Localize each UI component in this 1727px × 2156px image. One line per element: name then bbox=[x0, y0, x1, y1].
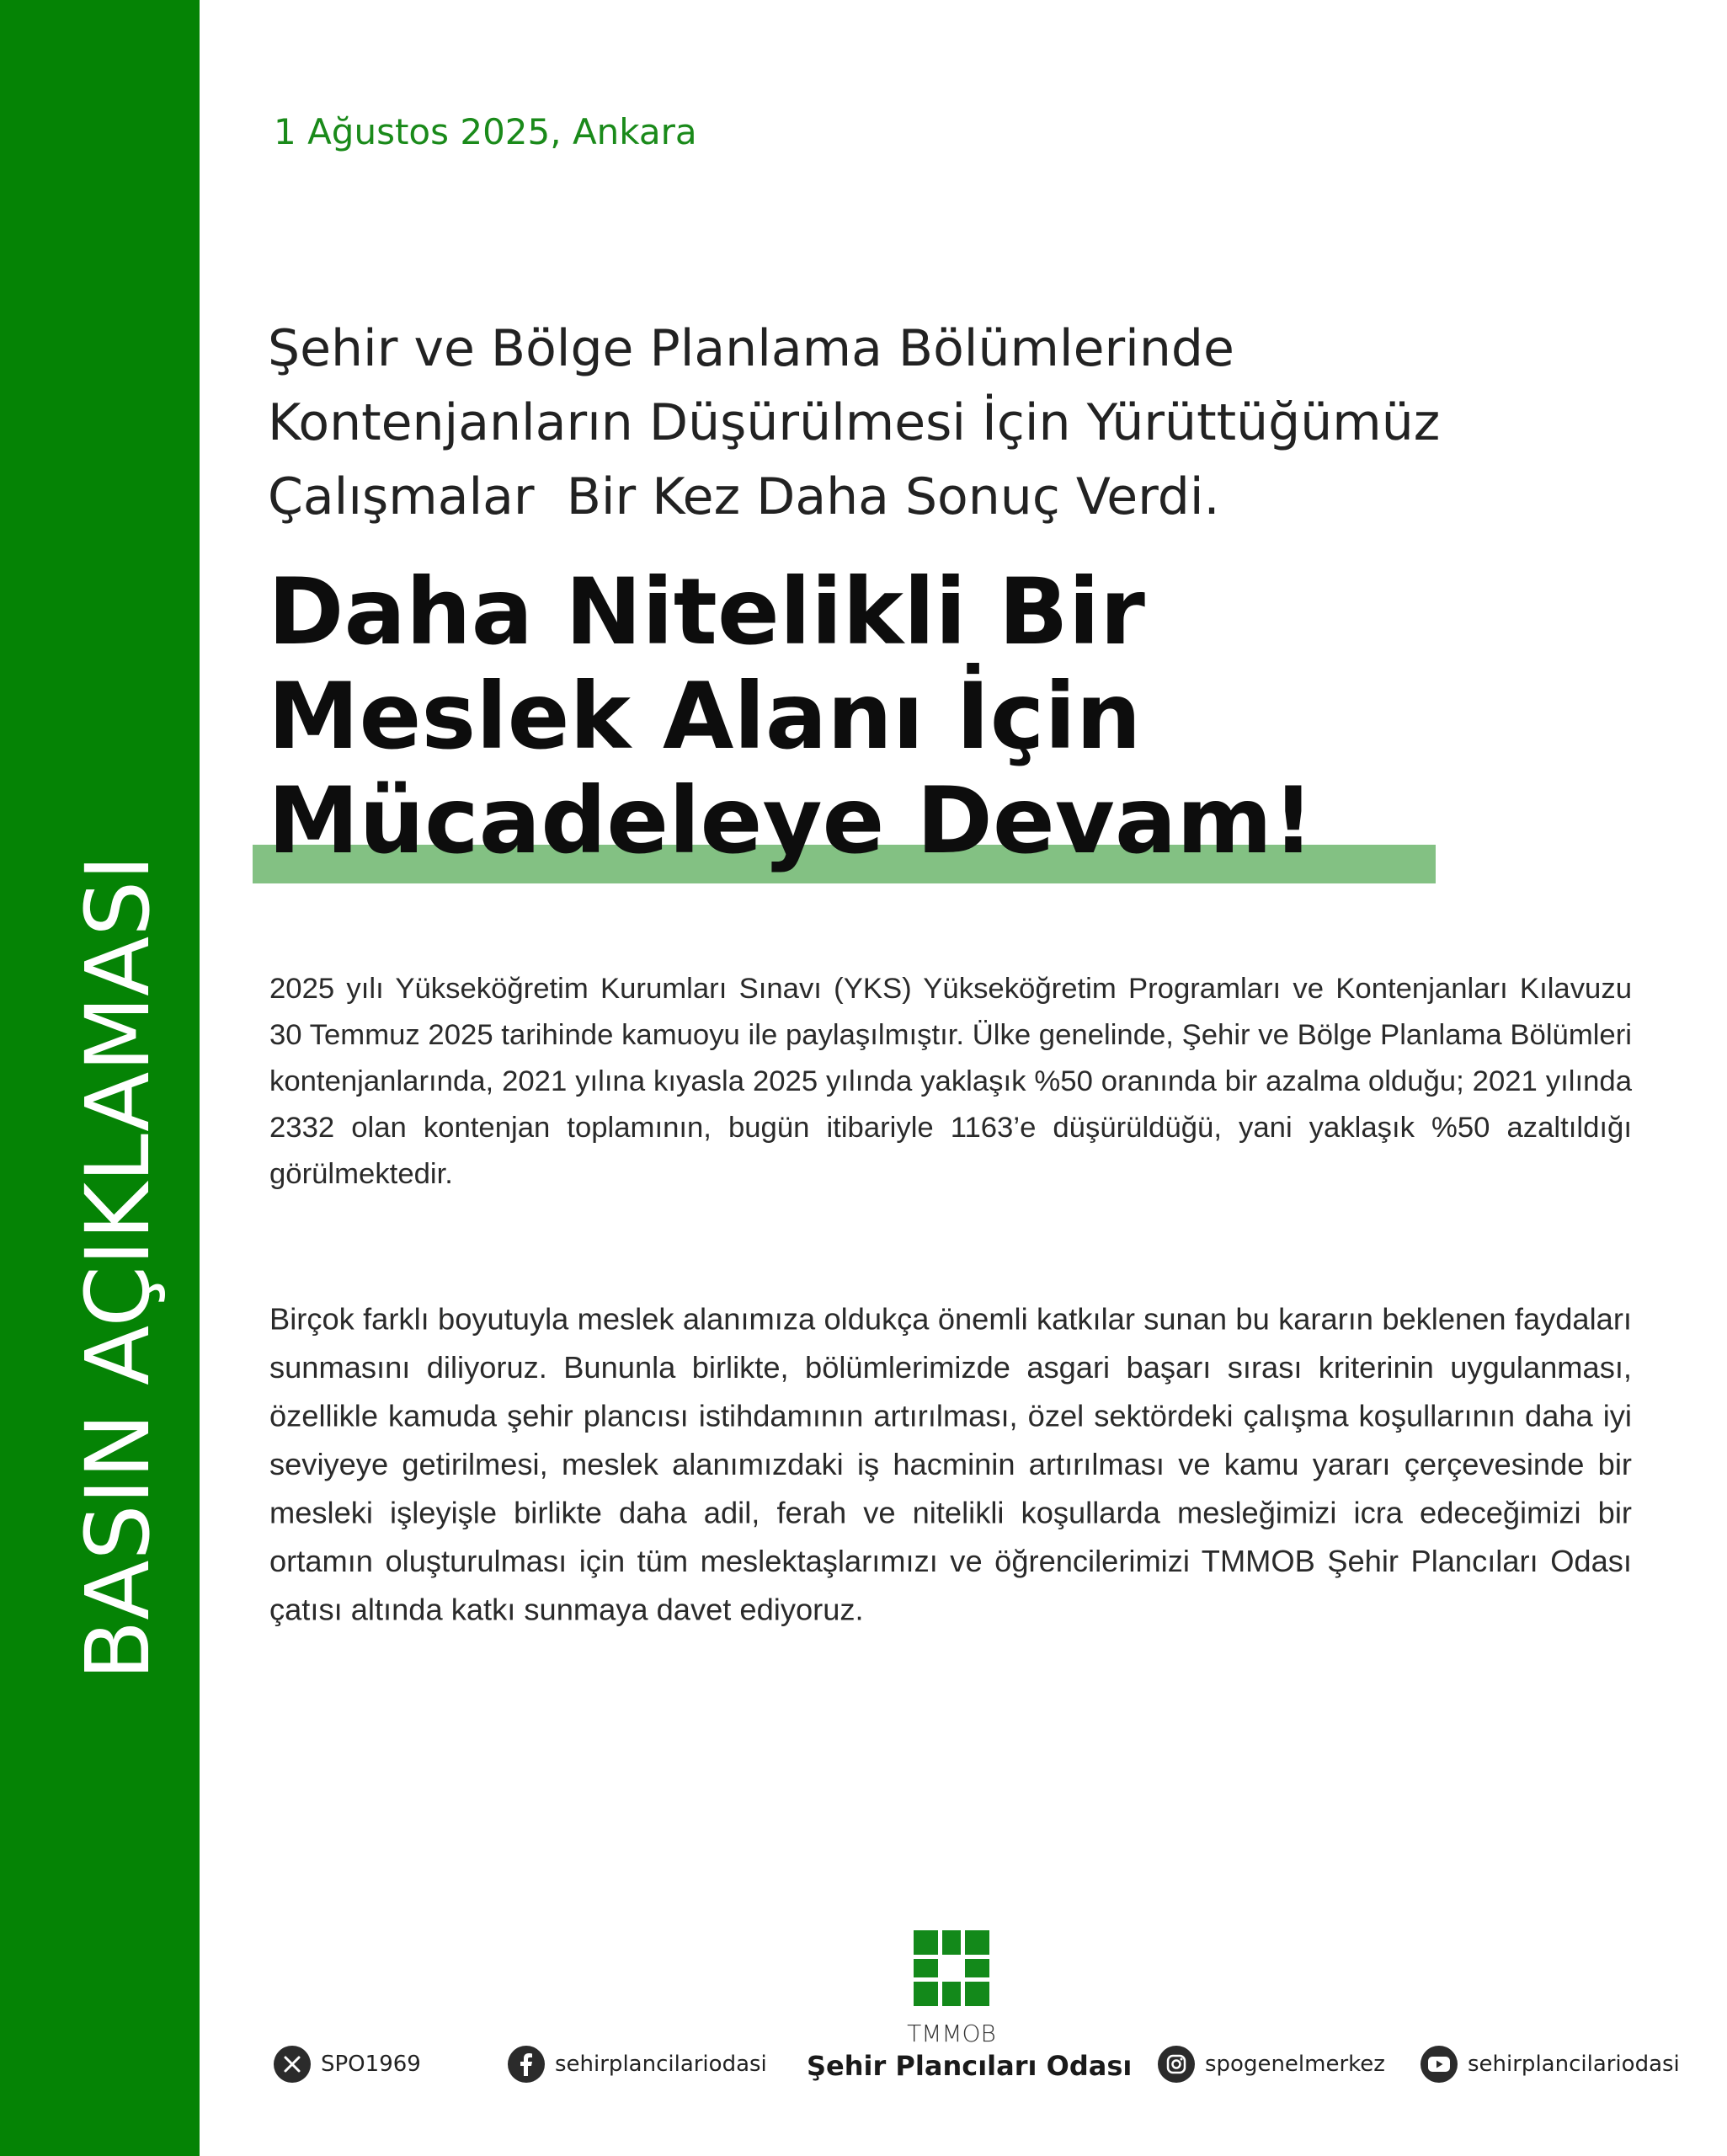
headline-line: Meslek Alanı İçin bbox=[268, 663, 1142, 770]
subtitle-line: Kontenjanların Düşürülmesi İçin Yürüttüğümüz bbox=[268, 393, 1441, 452]
logo-org-name: Şehir Plancıları Odası bbox=[807, 2050, 1133, 2082]
instagram-icon bbox=[1158, 2046, 1195, 2083]
headline bbox=[268, 560, 1314, 873]
subtitle-line: Çalışmalar Bir Kez Daha Sonuç Verdi. bbox=[268, 467, 1220, 526]
spo-logo-icon bbox=[914, 1930, 989, 2006]
social-handle: sehirplancilariodasi bbox=[555, 2052, 767, 2077]
press-release-label: BASIN AÇIKLAMASI bbox=[67, 855, 169, 1680]
logo-org-abbrev: TMMOB bbox=[907, 2020, 996, 2047]
youtube-icon bbox=[1421, 2046, 1458, 2083]
social-facebook[interactable] bbox=[508, 2045, 767, 2084]
social-handle: SPO1969 bbox=[321, 2052, 421, 2077]
x-icon bbox=[274, 2046, 311, 2083]
headline-line: Mücadeleye Devam! bbox=[268, 767, 1314, 874]
social-youtube[interactable] bbox=[1421, 2045, 1680, 2084]
social-instagram[interactable] bbox=[1158, 2045, 1385, 2084]
subtitle bbox=[268, 312, 1682, 534]
social-x[interactable] bbox=[274, 2045, 421, 2084]
social-handle: spogenelmerkez bbox=[1205, 2052, 1385, 2077]
social-handle: sehirplancilariodasi bbox=[1468, 2052, 1680, 2077]
body-paragraph-2: Birçok farklı boyutuyla meslek alanımıza oldukça önemli katkılar sunan bu kararın beklenen faydaları sunmasını diliyoruz. Bununla birlikte, bölümlerimizde asgari başarı sırası kriterinin uygulanması, özellikle kamuda şehir plancısı istihdamının artırılması, özel sektördeki çalışma koşullarının daha iyi seviyeye getirilmesi, meslek alanımızdaki iş hacminin artırılması ve kamu yararı çerçevesinde bir mesleki işleyişle birlikte daha adil, ferah ve nitelikli koşullarda mesleğimizi icra edeceğimizi bir ortamın oluşturulması için tüm meslektaşlarımızı ve öğrencilerimizi TMMOB Şehir Plancıları Odası çatısı altında katkı sunmaya davet ediyoruz. bbox=[269, 1301, 1632, 1627]
body-paragraph-1: 2025 yılı Yükseköğretim Kurumları Sınavı (YKS) Yükseköğretim Programları ve Kontenjanları Kılavuzu 30 Temmuz 2025 tarihinde kamuoyu ile paylaşılmıştır. Ülke genelinde, Şehir ve Bölge Planlama Bölümleri kontenjanlarında, 2021 yılına kıyasla 2025 yılında yaklaşık %50 oranında bir azalma olduğu; 2021 yılında 2332 olan kontenjan toplamının, bugün itibariyle 1163’e düşürüldüğü, yani yaklaşık %50 azaltıldığı görülmektedir. bbox=[269, 971, 1632, 1190]
date-location: 1 Ağustos 2025, Ankara bbox=[274, 111, 697, 152]
subtitle-line: Şehir ve Bölge Planlama Bölümlerinde bbox=[268, 319, 1234, 378]
facebook-icon bbox=[508, 2046, 545, 2083]
headline-line: Daha Nitelikli Bir bbox=[268, 558, 1145, 665]
